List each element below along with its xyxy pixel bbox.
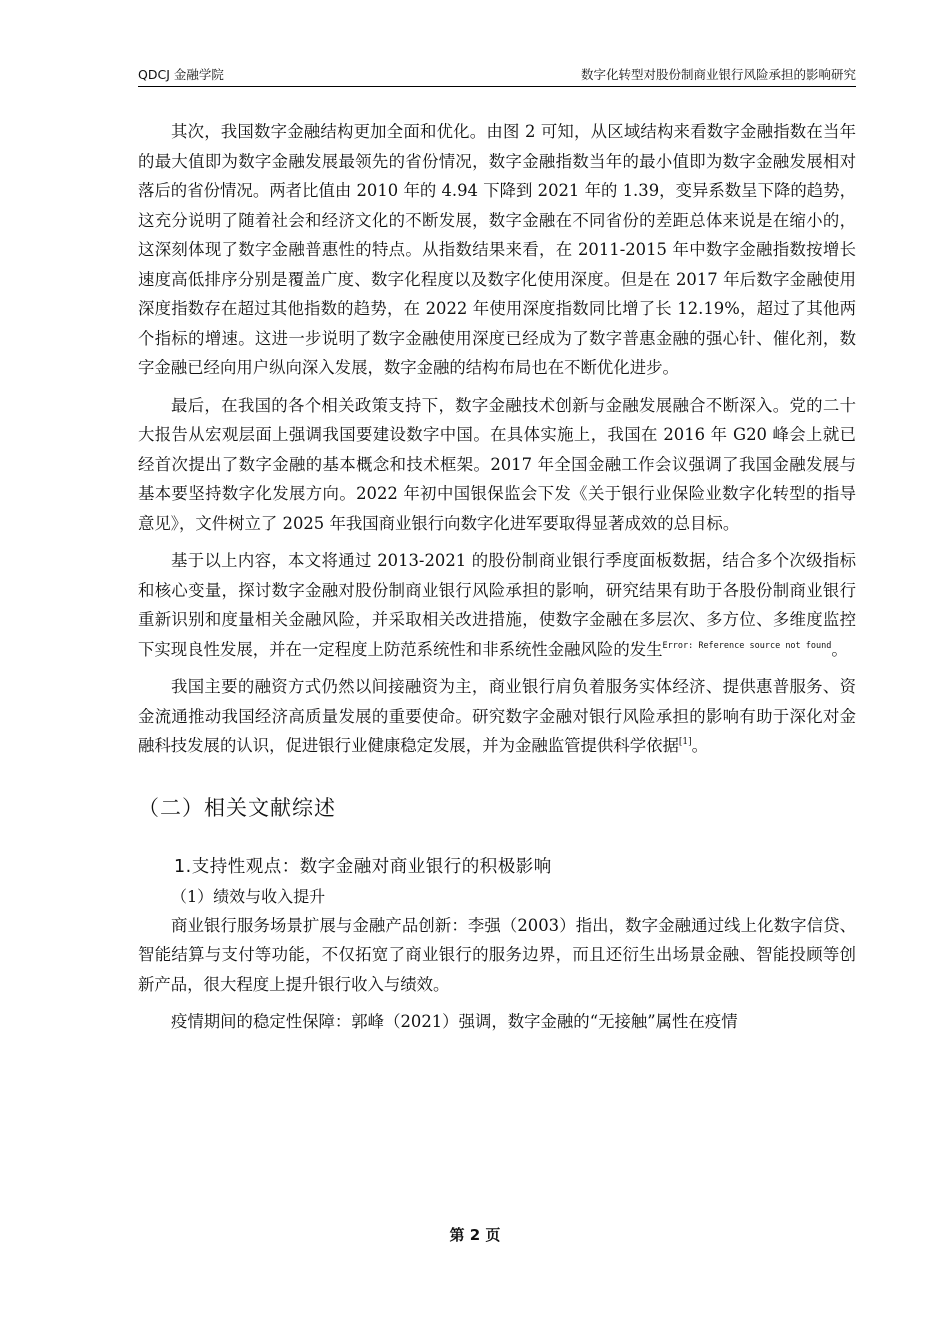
citation-ref: [1] [678, 737, 692, 747]
paragraph-3-tail: 。 [831, 639, 848, 659]
page-number: 第 2 页 [449, 1226, 501, 1244]
paragraph-3 [138, 546, 856, 664]
header-right: 数字化转型对股份制商业银行风险承担的影响研究 [580, 67, 856, 82]
document-body [138, 117, 856, 1045]
paragraph-4 [138, 672, 856, 761]
subsection-title: 1.支持性观点：数字金融对商业银行的积极影响 [174, 856, 552, 877]
header-left: QDCJ 金融学院 [138, 67, 224, 82]
paragraph-1: 其次，我国数字金融结构更加全面和优化。由图 2 可知，从区域结构来看数字金融指数在当年的最大值即为数字金融发展最领先的省份情况，数字金融指数当年的最小值即为数字金融发展相对落后的省份情况。两者比值由 2010 年的 4.94 下降到 2021 年的 1.39，变异系数呈下降的趋势，这充分说明了随着社会和经济文化的不断发展，数字金融在不同省份的差距总体来说是在缩小的，这深刻体现了数字金融普惠性的特点。从指数结果来看，在 2011-2015 年中数字金融指数按增长速度高低排序分别是覆盖广度、数字化程度以及数字化使用深度。但是在 2017 年后数字金融使用深度指数存在超过其他指数的趋势，在 2022 年使用深度指数同比增了长 12.19%，超过了其他两个指标的增速。这进一步说明了数字金融使用深度已经成为了数字普惠金融的强心针、催化剂，数字金融已经向用户纵向深入发展，数字金融的结构布局也在不断优化进步。 [138, 122, 856, 377]
paragraph-6: 疫情期间的稳定性保障：郭峰（2021）强调，数字金融的“无接触”属性在疫情 [171, 1012, 738, 1031]
page-header [138, 64, 856, 87]
reference-error: Error: Reference source not found [662, 640, 832, 651]
paragraph-4-text: 我国主要的融资方式仍然以间接融资为主，商业银行肩负着服务实体经济、提供惠普服务、资金流通推动我国经济高质量发展的重要使命。研究数字金融对银行风险承担的影响有助于深化对金融科技发展的认识，促进银行业健康稳定发展，并为金融监管提供科学依据 [138, 677, 856, 755]
paragraph-3-text: 基于以上内容，本文将通过 2013-2021 的股份制商业银行季度面板数据，结合多个次级指标和核心变量，探讨数字金融对股份制商业银行风险承担的影响，研究结果有助于各股份制商业银行重新识别和度量相关金融风险，并采取相关改进措施，使数字金融在多层次、多方位、多维度监控下实现良性发展，并在一定程度上防范系统性和非系统性金融风险的发生 [138, 551, 856, 659]
sub-item-title: （1）绩效与收入提升 [171, 886, 326, 906]
section-title: （二）相关文献综述 [138, 795, 336, 820]
paragraph-2: 最后，在我国的各个相关政策支持下，数字金融技术创新与金融发展融合不断深入。党的二十大报告从宏观层面上强调我国要建设数字中国。在具体实施上，我国在 2016 年 G20 峰会上就已经首次提出了数字金融的基本概念和技术框架。2017 年全国金融工作会议强调了我国金融发展与基本要坚持数字化发展方向。2022 年初中国银保监会下发《关于银行业保险业数字化转型的指导意见》，文件树立了 2025 年我国商业银行向数字化进军要取得显著成效的总目标。 [138, 395, 856, 533]
paragraph-4-tail: 。 [691, 736, 709, 755]
paragraph-5: 商业银行服务场景扩展与金融产品创新：李强（2003）指出，数字金融通过线上化数字信贷、智能结算与支付等功能，不仅拓宽了商业银行的服务边界，而且还衍生出场景金融、智能投顾等创新产品，很大程度上提升银行收入与绩效。 [138, 915, 856, 994]
